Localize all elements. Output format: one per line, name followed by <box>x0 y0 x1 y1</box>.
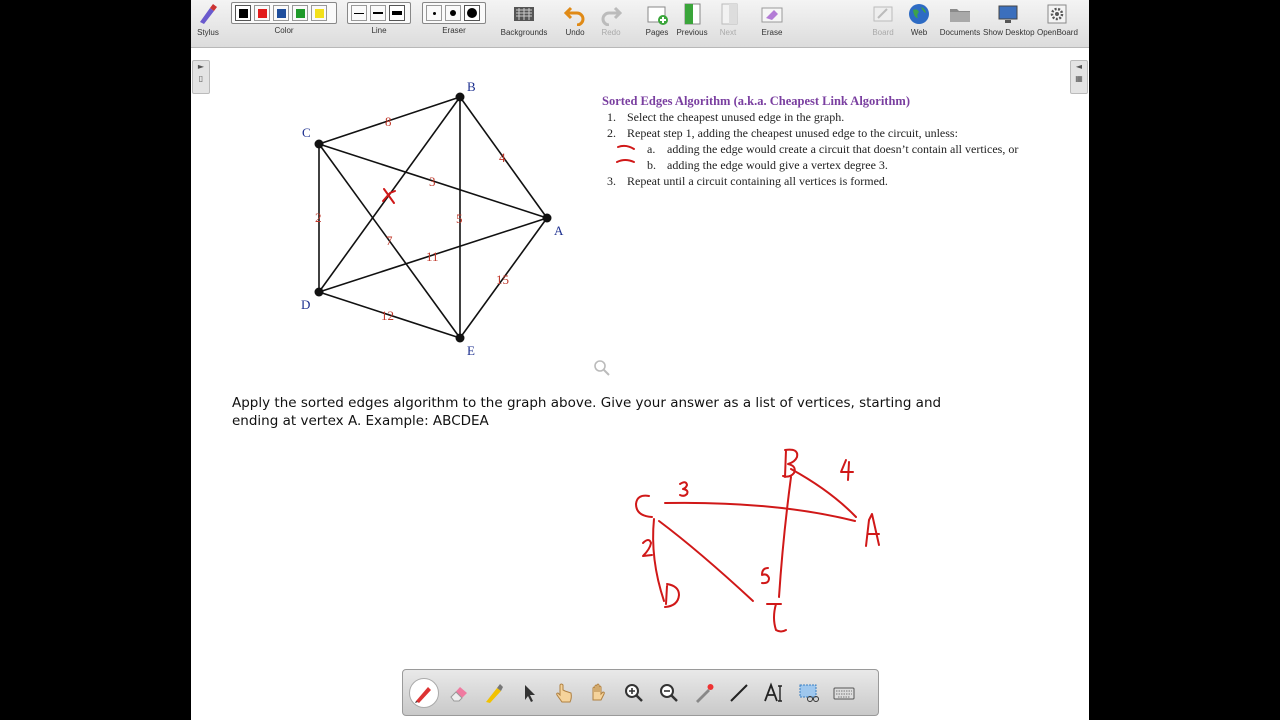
text-icon <box>763 682 785 704</box>
ink-edge-cd <box>653 519 664 601</box>
laser-icon <box>693 682 715 704</box>
top-toolbar <box>191 0 1089 48</box>
color-swatches <box>231 2 337 24</box>
ink-edge-be <box>779 477 791 597</box>
vertex-b <box>456 93 465 102</box>
step-2b-letter: b. <box>647 158 656 172</box>
vertex-a <box>543 214 552 223</box>
zoom-out-tool[interactable] <box>654 678 684 708</box>
ink-number-4 <box>841 460 853 480</box>
keyboard-icon <box>833 682 855 704</box>
expand-left-icon: ◄ <box>1075 62 1083 71</box>
eraser-icon <box>448 682 470 704</box>
ink-letter-c <box>636 496 652 517</box>
weight-de: 12 <box>381 308 394 323</box>
color-red[interactable] <box>254 5 270 21</box>
marker-icon <box>483 682 505 704</box>
eraser-small[interactable] <box>426 5 442 21</box>
zoom-in-icon <box>623 682 645 704</box>
zoom-in-tool[interactable] <box>619 678 649 708</box>
question-line-1: Apply the sorted edges algorithm to the graph above. Give your answer as a list of vertices, starting and <box>232 395 942 411</box>
question-text <box>232 394 972 430</box>
folder-icon <box>948 2 972 26</box>
web-button[interactable]: Web <box>907 2 931 37</box>
line-thick[interactable] <box>389 5 405 21</box>
library-icon: ▦ <box>1075 74 1083 83</box>
ink-edge-ba <box>791 469 856 517</box>
ink-number-3 <box>680 482 688 496</box>
step-2b <box>602 157 1082 173</box>
color-blue[interactable] <box>273 5 289 21</box>
vertex-label-d: D <box>301 297 311 312</box>
step-2a <box>602 141 1082 157</box>
backgrounds-button[interactable]: Backgrounds <box>499 2 549 37</box>
undo-button[interactable]: Undo <box>563 2 587 37</box>
color-yellow[interactable] <box>311 5 327 21</box>
ink-letter-e <box>767 604 786 632</box>
line-icon <box>728 682 750 704</box>
algorithm-title: Sorted Edges Algorithm (a.k.a. Cheapest Link Algorithm) <box>602 94 911 108</box>
keyboard-tool[interactable] <box>829 678 859 708</box>
color-black[interactable] <box>235 5 251 21</box>
line-tool[interactable] <box>724 678 754 708</box>
vertex-label-a: A <box>554 223 564 238</box>
vertex-d <box>315 288 324 297</box>
weight-ba: 4 <box>499 150 506 165</box>
laser-tool[interactable] <box>689 678 719 708</box>
previous-page-icon <box>680 2 704 26</box>
eraser-sizes <box>422 2 486 24</box>
vertex-label-b: B <box>467 79 476 94</box>
weight-cb: 8 <box>385 114 392 129</box>
ink-edge-ca <box>665 503 855 521</box>
weight-ca: 3 <box>429 174 436 189</box>
previous-button[interactable]: Previous <box>675 2 709 37</box>
eraser-group: Eraser <box>422 2 486 35</box>
text-tool[interactable] <box>759 678 789 708</box>
line-thin[interactable] <box>351 5 367 21</box>
step-2-number: 2. <box>607 126 616 140</box>
play-tool[interactable] <box>549 678 579 708</box>
pointer-icon <box>518 682 540 704</box>
ink-number-2 <box>643 540 652 556</box>
algorithm-description <box>602 93 1082 189</box>
line-group: Line <box>347 2 411 35</box>
weight-da: 11 <box>426 249 439 264</box>
eraser-large[interactable] <box>464 5 480 21</box>
step-2b-text: adding the edge would give a vertex degree 3. <box>667 158 888 172</box>
weight-ae: 15 <box>496 272 509 287</box>
eraser-tool[interactable] <box>444 678 474 708</box>
ink-edge-ce <box>659 521 753 601</box>
step-1-text: Select the cheapest unused edge in the graph. <box>627 110 845 124</box>
hand-grab-icon <box>588 682 610 704</box>
board-icon <box>871 2 895 26</box>
eraser-medium[interactable] <box>445 5 461 21</box>
redo-icon <box>599 2 623 26</box>
pages-button[interactable]: Pages <box>643 2 671 37</box>
line-medium[interactable] <box>370 5 386 21</box>
color-group: Color <box>231 2 337 35</box>
zoom-out-icon <box>658 682 680 704</box>
show-desktop-button[interactable]: Show Desktop <box>983 2 1033 37</box>
add-page-icon <box>645 2 669 26</box>
undo-icon <box>563 2 587 26</box>
vertex-c <box>315 140 324 149</box>
selector-tool[interactable] <box>514 678 544 708</box>
step-1-number: 1. <box>607 110 616 124</box>
step-2a-text: adding the edge would create a circuit that doesn’t contain all vertices, or <box>667 142 1019 156</box>
hand-tool[interactable] <box>584 678 614 708</box>
board-button[interactable]: Board <box>871 2 895 37</box>
next-button[interactable]: Next <box>717 2 739 37</box>
step-2-text: Repeat step 1, adding the cheapest unused edge to the circuit, unless: <box>627 126 958 140</box>
page-thumbs-icon: ▯ <box>198 74 204 83</box>
step-1 <box>602 109 1082 125</box>
weight-ce: 7 <box>386 233 393 248</box>
weighted-graph <box>191 60 591 370</box>
ink-letter-d <box>665 584 679 607</box>
magnifier-icon[interactable] <box>593 359 611 377</box>
globe-icon <box>907 2 931 26</box>
pen-tool[interactable] <box>409 678 439 708</box>
step-3-number: 3. <box>607 174 616 188</box>
capture-tool[interactable] <box>794 678 824 708</box>
marker-tool[interactable] <box>479 678 509 708</box>
vertex-label-e: E <box>467 343 475 358</box>
documents-button[interactable]: Documents <box>939 2 981 37</box>
hand-pointer-icon <box>553 682 575 704</box>
step-2 <box>602 125 1082 141</box>
weight-cd: 2 <box>315 210 322 225</box>
color-green[interactable] <box>292 5 308 21</box>
expand-right-icon: ► <box>197 62 205 71</box>
openboard-menu-button[interactable]: OpenBoard <box>1037 2 1077 37</box>
question-line-2: ending at vertex A. Example: ABCDEA <box>232 413 489 429</box>
erase-button[interactable]: Erase <box>759 2 785 37</box>
pen-icon <box>413 682 435 704</box>
next-page-icon <box>717 2 741 26</box>
ink-number-5 <box>762 568 769 583</box>
line-widths <box>347 2 411 24</box>
step-3-text: Repeat until a circuit containing all vertices is formed. <box>627 174 888 188</box>
monitor-icon <box>996 2 1020 26</box>
step-3 <box>602 173 1082 189</box>
tool-palette <box>402 669 879 716</box>
weight-be: 5 <box>456 211 463 226</box>
backgrounds-icon <box>512 2 536 26</box>
stylus-button[interactable]: Stylus <box>195 2 221 37</box>
right-panel-handle[interactable] <box>1070 60 1088 94</box>
openboard-window <box>191 0 1089 720</box>
erase-page-icon <box>760 2 784 26</box>
capture-icon <box>798 682 820 704</box>
gear-icon <box>1045 2 1069 26</box>
ink-letter-b <box>783 450 797 477</box>
stylus-icon <box>196 2 220 26</box>
vertex-e <box>456 334 465 343</box>
step-2a-letter: a. <box>647 142 656 156</box>
vertex-label-c: C <box>302 125 311 140</box>
ink-letter-a <box>866 514 879 546</box>
redo-button[interactable]: Redo <box>599 2 623 37</box>
